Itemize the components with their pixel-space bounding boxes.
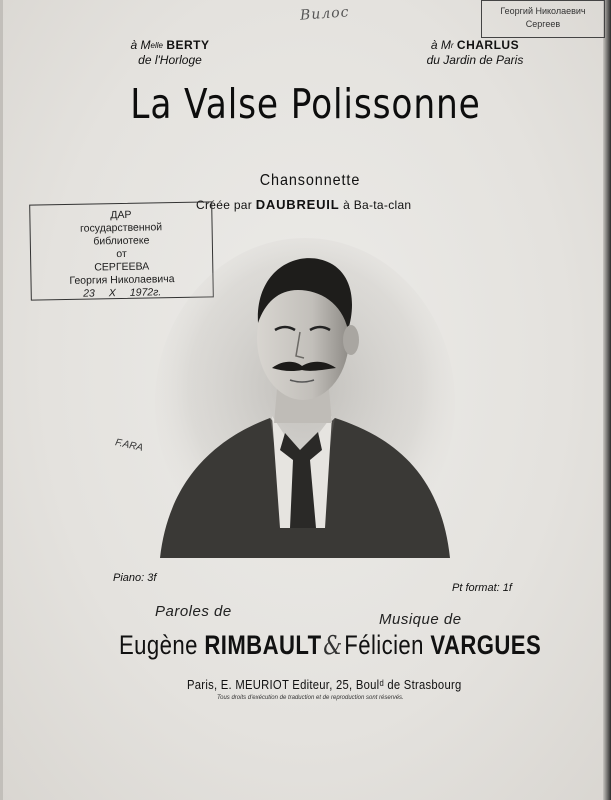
dedication-left-sup: elle	[150, 41, 163, 50]
publisher-line: Paris, E. MEURIOT Editeur, 25, Boulᵈ de Strasbourg	[187, 678, 462, 692]
price-format: Pt format: 1f	[452, 582, 512, 594]
artist-signature: F.ARA	[114, 437, 145, 454]
page-edge-left	[0, 0, 3, 800]
composer-last-name: VARGUES	[430, 630, 542, 660]
dedication-left-prefix: à M	[130, 38, 151, 52]
library-stamp-line1: ДАР	[110, 208, 132, 222]
stamp-date-day: 23	[83, 287, 95, 300]
lyrics-label: Paroles de	[155, 603, 232, 620]
authors-line	[119, 630, 542, 661]
ampersand: &	[323, 631, 343, 661]
lyricist-last-name: RIMBAULT	[204, 630, 322, 660]
composer-first-name: Félicien	[344, 630, 424, 660]
rights-notice: Tous droits d'exécution de traduction et de reproduction sont réservés.	[217, 695, 404, 701]
creation-performer: DAUBREUIL	[255, 197, 340, 212]
library-stamp-line4: от	[116, 247, 127, 261]
dedication-right	[415, 38, 535, 68]
library-stamp-line3: библиотеке	[93, 234, 150, 248]
page-edge-right	[603, 0, 611, 800]
dedication-right-sup: r	[450, 41, 454, 50]
portrait-illustration	[150, 228, 460, 578]
dedication-left	[110, 38, 230, 68]
creation-prefix: Créée par	[196, 198, 253, 212]
library-stamp-line5: СЕРГЕЕВА	[94, 260, 150, 274]
handwritten-note: Вилос	[299, 4, 350, 24]
price-piano: Piano: 3f	[113, 572, 157, 584]
creation-credit	[196, 197, 486, 212]
dedication-right-prefix: à M	[430, 38, 451, 52]
song-subtitle: Chansonnette	[259, 172, 361, 189]
library-stamp-line6: Георгия Николаевича	[69, 273, 175, 287]
owner-stamp-line1: Георгий Николаевич	[500, 6, 586, 16]
stamp-date-year: 1972г.	[129, 286, 162, 299]
dedication-left-place: de l'Horloge	[138, 53, 202, 67]
dedication-right-place: du Jardin de Paris	[426, 53, 524, 67]
dedication-right-name: CHARLUS	[456, 38, 520, 52]
creation-suffix: à Ba-ta-clan	[343, 198, 412, 212]
music-label: Musique de	[379, 611, 462, 628]
owner-stamp	[481, 0, 605, 38]
library-stamp-line2: государственной	[79, 221, 163, 235]
song-title: La Valse Polissonne	[130, 80, 481, 128]
lyricist-first-name: Eugène	[119, 630, 198, 660]
dedication-left-name: BERTY	[166, 38, 210, 52]
stamp-date-month: X	[108, 287, 116, 300]
owner-stamp-line2: Сергеев	[525, 19, 561, 29]
